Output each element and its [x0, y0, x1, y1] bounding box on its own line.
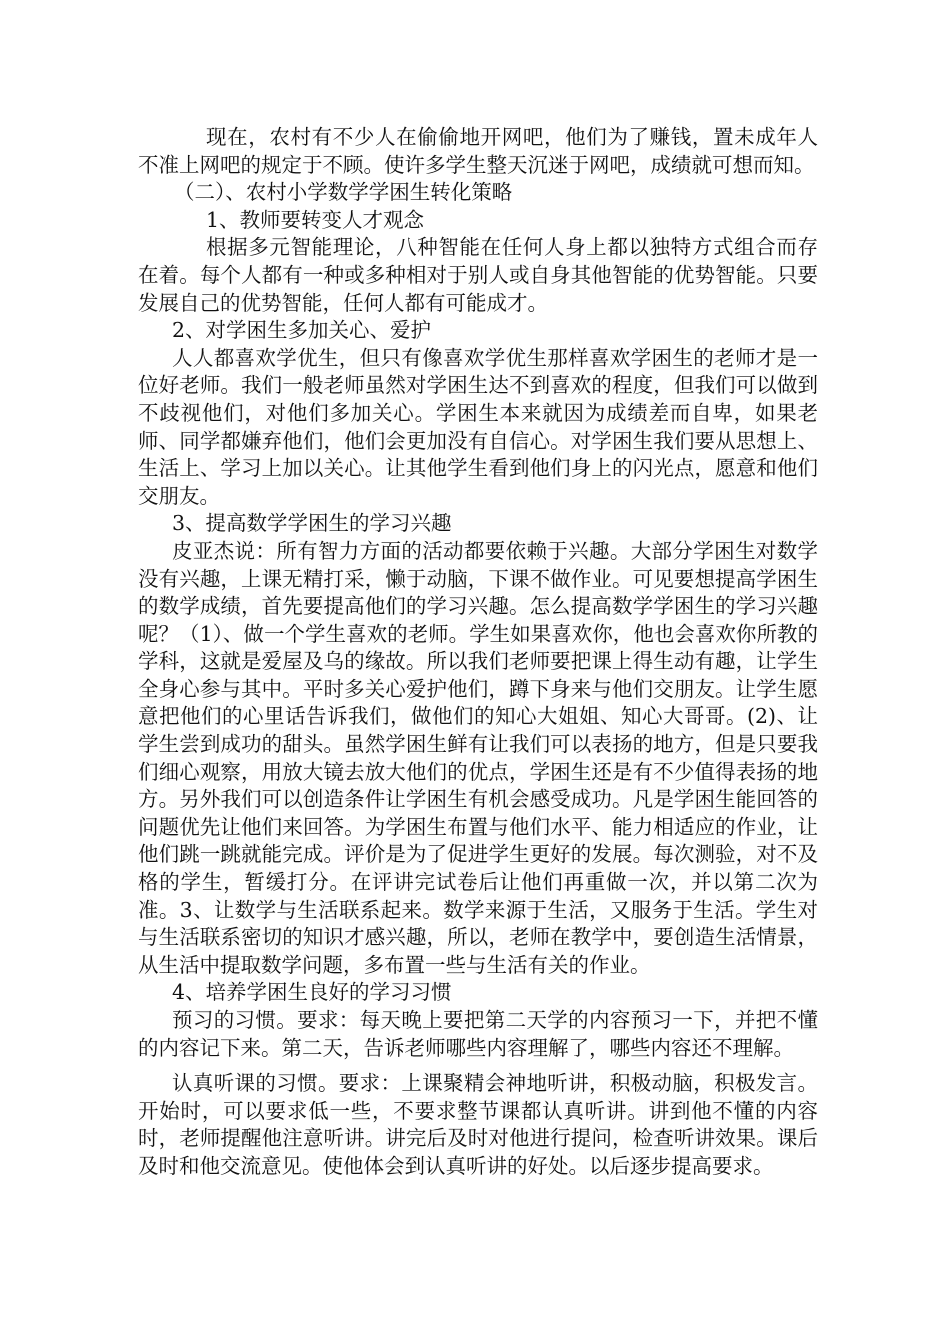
- subheading-talent-concept: 1、教师要转变人才观念: [206, 207, 425, 232]
- paragraph-multiple-intelligences: 根据多元智能理论，八种智能在任何人身上都以独特方式组合而存在着。每个人都有一种或多种相对于别人或自身其他智能的优势智能。只要发展自己的优势智能，任何人都有可能成才。: [138, 235, 818, 315]
- paragraph-preview-habit: 预习的习惯。要求：每天晚上要把第二天学的内容预习一下，并把不懂的内容记下来。第二天，告诉老师哪些内容理解了，哪些内容还不理解。: [138, 1008, 818, 1060]
- subheading-interest: 3、提高数学学困生的学习兴趣: [172, 511, 452, 536]
- document-body: [138, 124, 818, 1181]
- subheading-care: 2、对学困生多加关心、爱护: [172, 318, 432, 343]
- section-heading-strategy: （二）、农村小学数学学困生转化策略: [174, 180, 513, 205]
- paragraph-interest: 皮亚杰说：所有智力方面的活动都要依赖于兴趣。大部分学困生对数学没有兴趣，上课无精打采，懒于动脑，下课不做作业。可见要想提高学困生的数学成绩，首先要提高他们的学习兴趣。怎么提高数学学困生的学习兴趣呢？（1）、做一个学生喜欢的老师。学生如果喜欢你，他也会喜欢你所教的学科，这就是爱屋及乌的缘故。所以我们老师要把课上得生动有趣，让学生全身心参与其中。平时多关心爱护他们，蹲下身来与他们交朋友。让学生愿意把他们的心里话告诉我们，做他们的知心大姐姐、知心大哥哥。(2)、让学生尝到成功的甜头。虽然学困生鲜有让我们可以表扬的地方，但是只要我们细心观察，用放大镜去放大他们的优点，学困生还是有不少值得表扬的地方。另外我们可以创造条件让学困生有机会感受成功。凡是学困生能回答的问题优先让他们来回答。为学困生布置与他们水平、能力相适应的作业，让他们跳一跳就能完成。评价是为了促进学生更好的发展。每次测验，对不及格的学生，暂缓打分。在评讲完试卷后让他们再重做一次，并以第二次为准。3、让数学与生活联系起来。数学来源于生活，又服务于生活。学生对与生活联系密切的知识才感兴趣，所以，老师在教学中，要创造生活情景，从生活中提取数学问题，多布置一些与生活有关的作业。: [138, 538, 818, 977]
- paragraph-internet-cafe: 现在，农村有不少人在偷偷地开网吧，他们为了赚钱，置未成年人不准上网吧的规定于不顾。使许多学生整天沉迷于网吧，成绩就可想而知。: [138, 125, 818, 177]
- paragraph-listening-habit: 认真听课的习惯。要求：上课聚精会神地听讲，积极动脑，积极发言。开始时，可以要求低一些，不要求整节课都认真听讲。讲到他不懂的内容时，老师提醒他注意听讲。讲完后及时对他进行提问，检查听讲效果。课后及时和他交流意见。使他体会到认真听讲的好处。以后逐步提高要求。: [138, 1071, 818, 1178]
- paragraph-care: 人人都喜欢学优生，但只有像喜欢学优生那样喜欢学困生的老师才是一位好老师。我们一般老师虽然对学困生达不到喜欢的程度，但我们可以做到不歧视他们，对他们多加关心。学困生本来就因为成绩差而自卑，如果老师、同学都嫌弃他们，他们会更加没有自信心。对学困生我们要从思想上、生活上、学习上加以关心。让其他学生看到他们身上的闪光点，愿意和他们交朋友。: [138, 345, 818, 508]
- subheading-habits: 4、培养学困生良好的学习习惯: [172, 980, 452, 1005]
